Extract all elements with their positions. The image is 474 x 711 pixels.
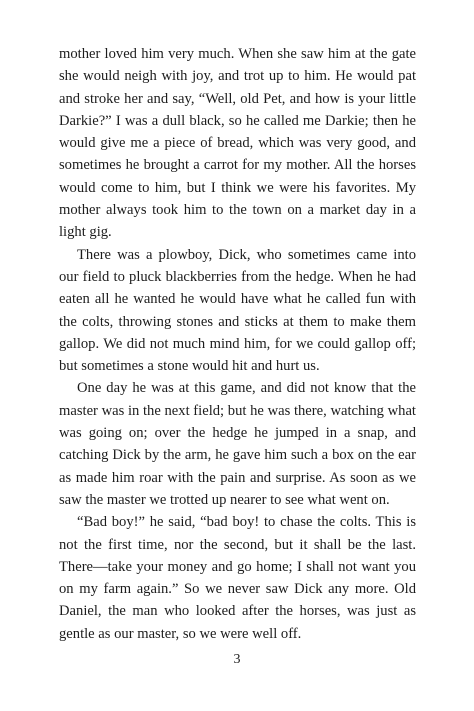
- paragraph-1: mother loved him very much. When she saw him at the gate she would neigh with joy, and trot up to him. He would pat and stroke her and say, “Well, old Pet, and how is your little Darkie?” I was a dull black, so he called me Darkie; then he would give me a piece of bread, which was very good, and sometimes he brought a carrot for my mother. All the horses would come to him, but I think we were his favorites. My mother always took him to the town on a market day in a light gig.: [59, 46, 416, 241]
- paragraph-4: “Bad boy!” he said, “bad boy! to chase the colts. This is not the first time, nor the second, but it shall be the last. There—take your money and go home; I shall not want you on my farm again.” So we never saw Dick any more. Old Daniel, the man who looked after the horses, was just as gentle as our master, so we were well off.: [59, 514, 416, 642]
- body-text: [59, 43, 416, 645]
- paragraph-3: One day he was at this game, and did not know that the master was in the next field; but he was there, watching what was going on; over the hedge he jumped in a snap, and catching Dick by the arm, he gave him such a box on the ear as made him roar with the pain and surprise. As soon as we saw the master we trotted up nearer to see what went on.: [59, 380, 416, 508]
- page-number: 3: [233, 652, 241, 667]
- paragraph-2: There was a plowboy, Dick, who sometimes came into our field to pluck blackberries from the hedge. When he had eaten all he wanted he would have what he called fun with the colts, throwing stones and sticks at them to make them gallop. We did not much mind him, for we could gallop off; but sometimes a stone would hit and hurt us.: [59, 246, 416, 375]
